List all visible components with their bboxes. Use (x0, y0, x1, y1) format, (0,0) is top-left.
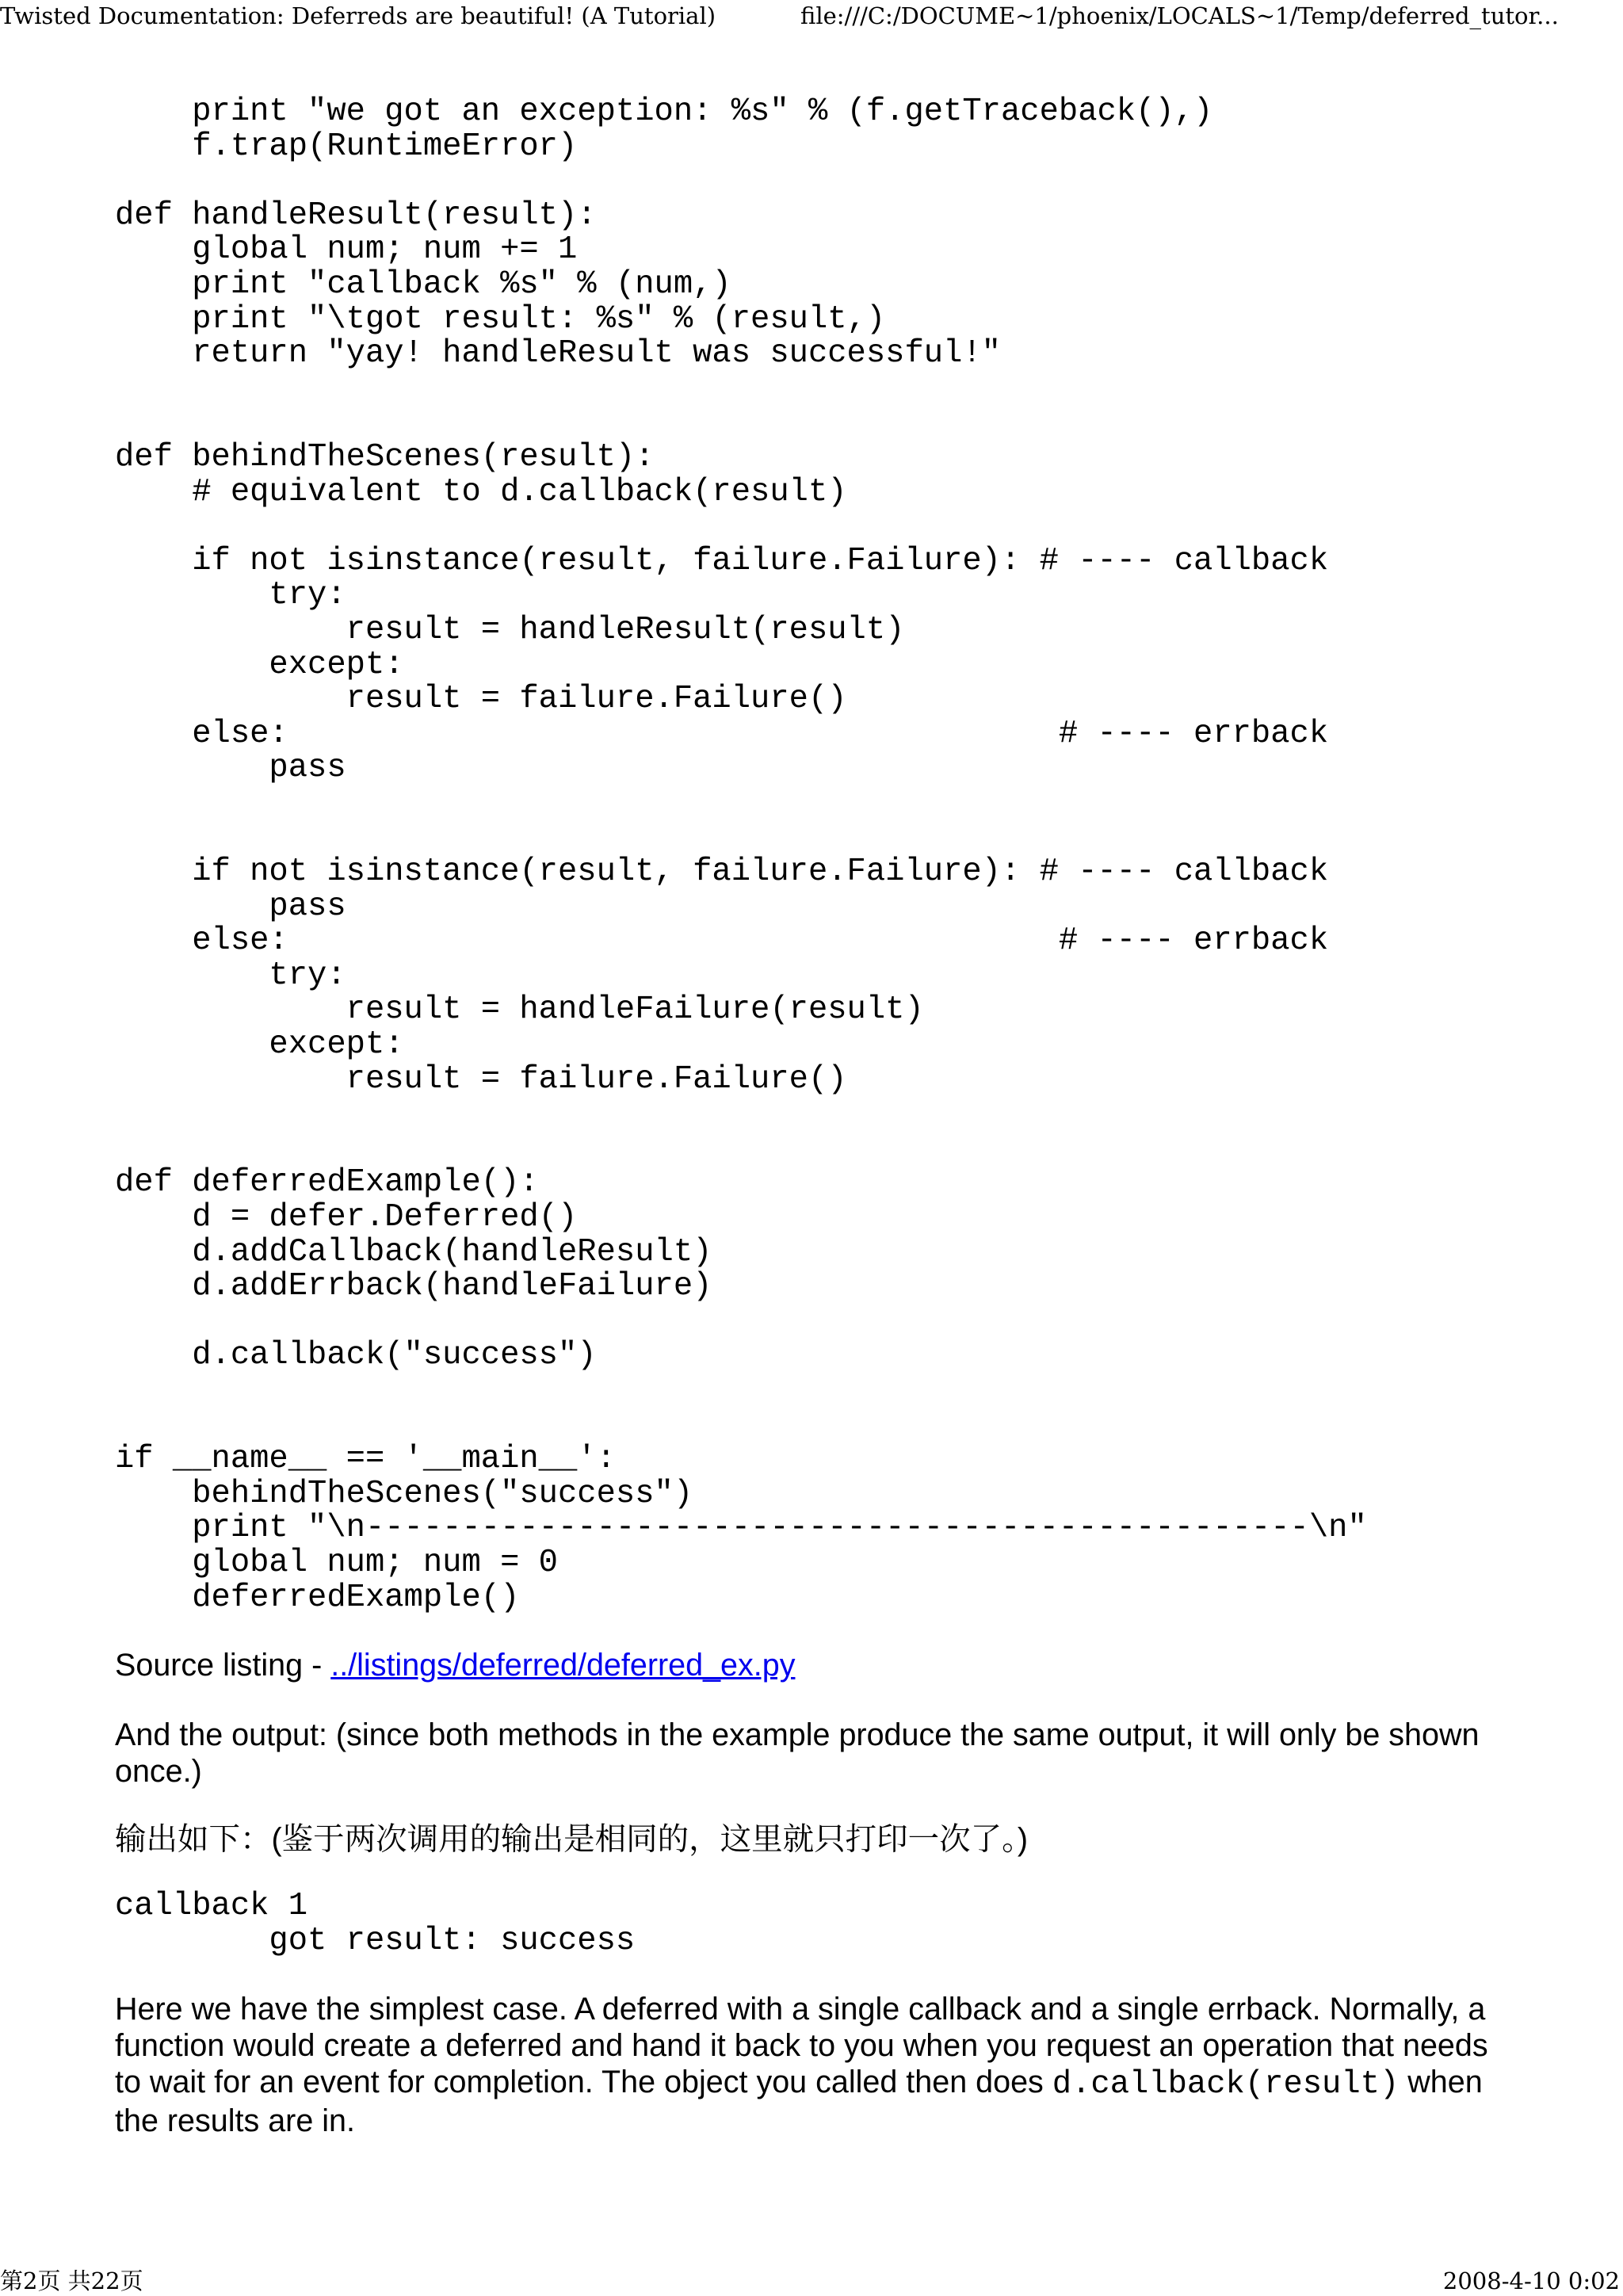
closing-paragraph (115, 1991, 1510, 2139)
closing-paragraph-tail: when the results are in. (115, 2065, 1483, 2138)
page-footer-datetime: 2008-4-10 0:02 (1442, 2267, 1620, 2294)
page-footer-pagenumber: 第2页 共22页 (0, 2267, 143, 2294)
source-listing-line (115, 1647, 1510, 1683)
source-listing-link[interactable]: ../listings/deferred/deferred_ex.py (330, 1648, 796, 1683)
page-header-url: file:///C:/DOCUME~1/phoenix/LOCALS~1/Temp/deferred_tutor... (800, 2, 1559, 29)
output-intro-chinese: 输出如下：(鉴于两次调用的输出是相同的，这里就只打印一次了。) (115, 1822, 1029, 1857)
inline-code-callback: d.callback(result) (1052, 2066, 1400, 2103)
code-listing: print "we got an exception: %s" % (f.getTraceback(),) f.trap(RuntimeError) def handleResult(result): global num; num += 1 print "callback %s" % (num,) print "\tgot result: %s" % (result,) return "yay! handleResult was successful!" def behindTheScenes(result): # equivalent to d.callback(result) if not isinstance(result, failure.Failure): # ---- callback try: result = handleResult(result) except: result = failure.Failure() else: # ---- errback pass if not isinstance(result, failure.Failure): # ---- callback pass else: # ---- errback try: result = handleFailure(result) except: result = failure.Failure() def deferredExample(): d = defer.Deferred() d.addCallback(handleResult) d.addErrback(handleFailure) d.callback("success") if __name__ == '__main__': behindTheScenes("success") print "\n-------------------------------------------------\n" global num; num = 0 deferredExample() (115, 94, 1367, 1616)
source-listing-label: Source listing - (115, 1648, 331, 1683)
page-header-title: Twisted Documentation: Deferreds are beautiful! (A Tutorial) (0, 2, 716, 29)
output-intro-paragraph: And the output: (since both methods in the example produce the same output, it will only be shown once.) (115, 1717, 1480, 1789)
closing-paragraph-text: Here we have the simplest case. A deferred with a single callback and a single errback. Normally, a function would create a deferred and hand it back to you when you request an operation that needs to wait for an event for completion. The object you called then does (115, 1992, 1488, 2099)
code-output: callback 1 got result: success (115, 1888, 636, 1959)
